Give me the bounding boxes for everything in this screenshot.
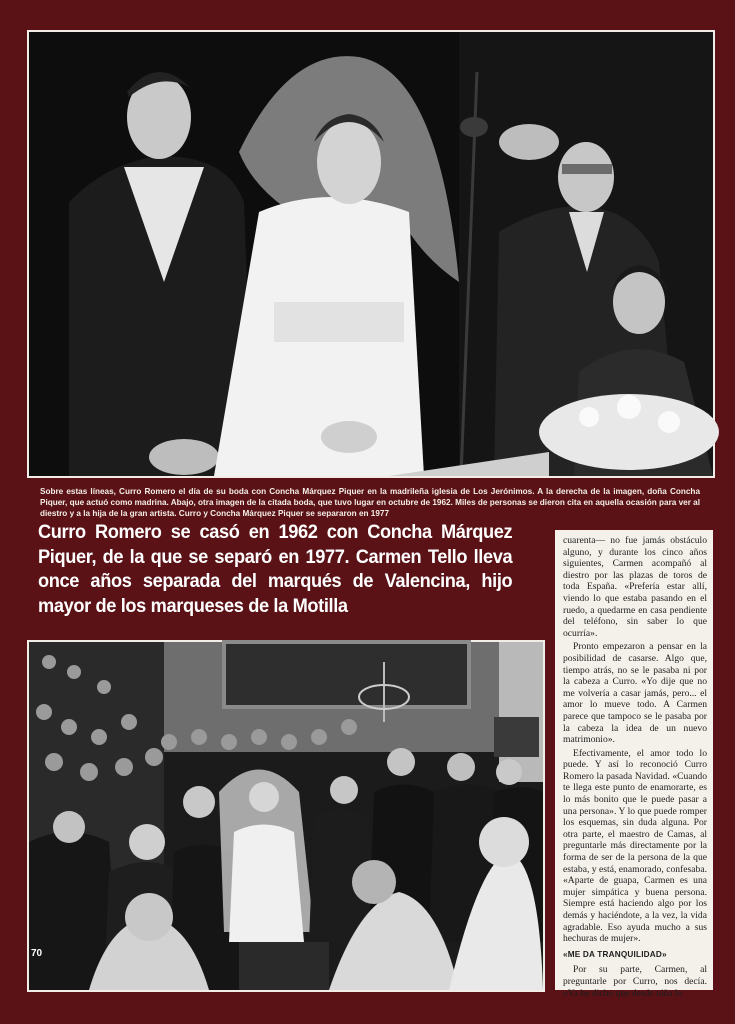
article-paragraph: Por su parte, Carmen, al preguntarle por Curro, nos decía. «Ya he dicho que desde niña lo [563,964,707,999]
wedding-photo-bottom-illustration [29,642,543,990]
photo-caption: Sobre estas líneas, Curro Romero el día de su boda con Concha Márquez Piquer en la madrileña iglesia de Los Jerónimos. A la derecha de la imagen, doña Concha Piquer, que actuó como madrina. Abajo, otra imagen de la citada boda, que tuvo lugar en octubre de 1962. Miles de personas se dieron cita en aquella ocasión para ver al diestro y a la hija de la gran artista. Curro y Concha Márquez Piquer se separaron en 1977 [40,487,700,518]
article-text-column [555,530,713,999]
article-subhead: «ME DA TRANQUILIDAD» [563,949,667,959]
article-headline: Curro Romero se casó en 1962 con Concha Márquez Piquer, de la que se separó en 1977. Carmen Tello lleva once años separada del marqués de Valencina, hijo mayor de los marqueses de la Motilla [38,521,513,617]
wedding-photo-top [27,30,715,478]
article-paragraph: cuarenta— no fue jamás obstáculo alguno, y durante los cinco años siguientes, Carmen acompañó al diestro por las plazas de toros de toda España. «Prefería estar allí, viendo lo que estaba pasando en el ruedo, a quedarme en casa pendiente del teléfono, sin saber lo que ocurría». [563,535,707,639]
article-paragraph: Pronto empezaron a pensar en la posibilidad de casarse. Algo que, tiempo atrás, no se le pasaba ni por la cabeza a Curro. «Yo dije que no me volvería a casar jamás, pero... el amor lo mueve todo. A Carmen parece que tampoco se le pasaba por la cabeza la idea de un nuevo matrimonio». [563,641,707,746]
article-paragraph: Efectivamente, el amor todo lo puede. Y así lo reconoció Curro Romero la pasada Navidad. «Cuando te llega este punto de enamorarte, es lo más bonito que le puede pasar a una persona». Y lo que puede romper los esquemas, sin duda alguna. Por otra parte, el maestro de Camas, al preguntarle más directamente por la forma de ser de la persona de la que estaba, y está, enamorado, confesaba. «Aparte de guapa, Carmen es una mujer simpática y buena persona. Siempre está haciendo algo por los demás y haciéndote, a la vez, la vida agradable. Eso ayuda mucho a sus hechuras de mujer». [563,747,707,945]
page-number: 70 [31,948,43,959]
wedding-photo-top-illustration [29,32,713,476]
wedding-photo-bottom [27,640,545,992]
